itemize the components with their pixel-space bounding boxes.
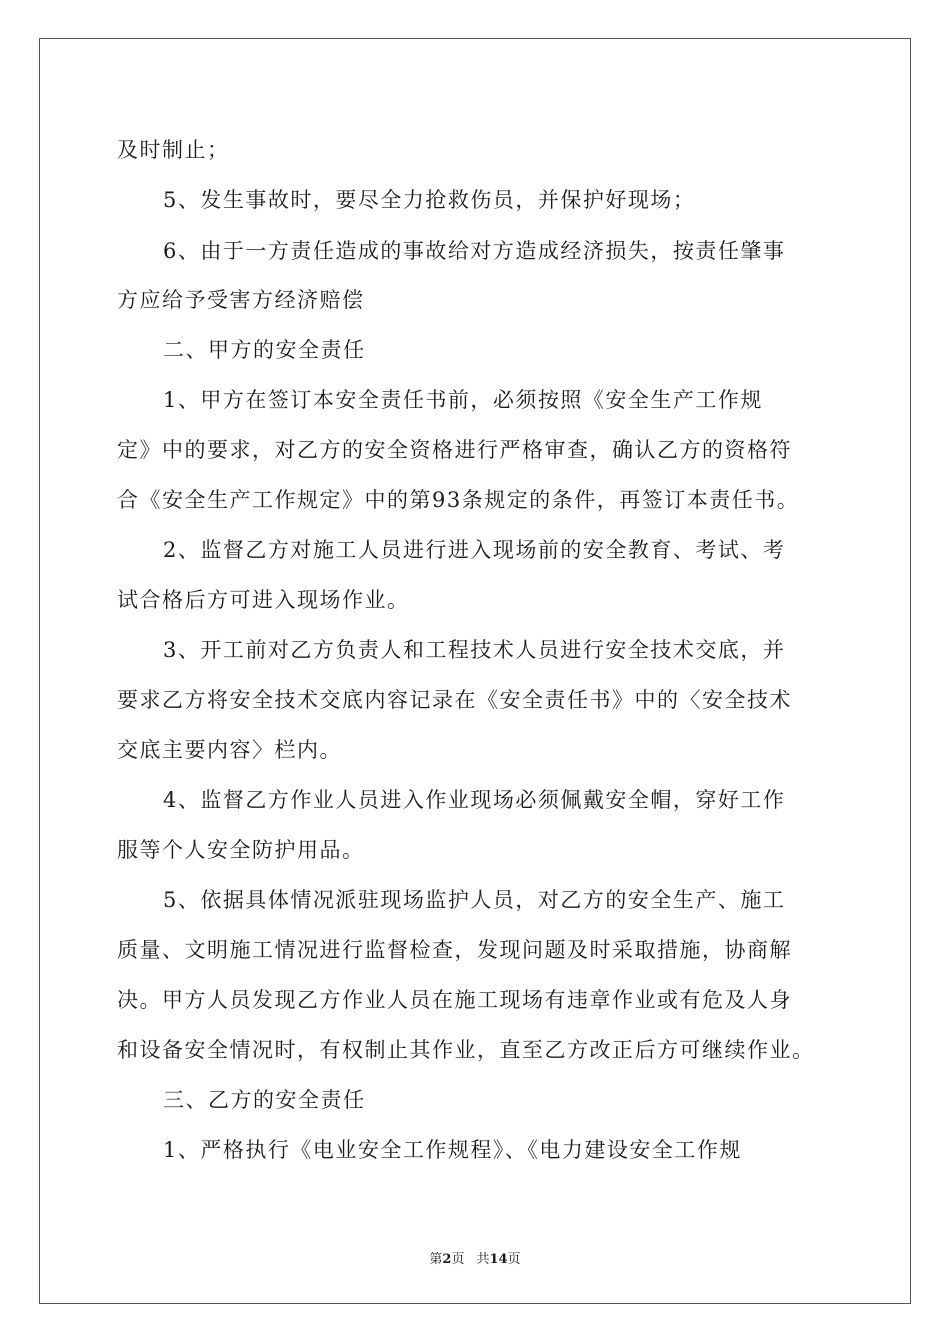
paragraph-line: 方应给予受害方经济赔偿 [117, 288, 365, 312]
paragraph-line: 1、严格执行《电业安全工作规程》、《电力建设安全工作规 [163, 1138, 742, 1162]
paragraph-line: 要求乙方将安全技术交底内容记录在《安全责任书》中的〈安全技术 [117, 688, 792, 712]
paragraph-line: 1、甲方在签订本安全责任书前，必须按照《安全生产工作规 [163, 388, 763, 412]
paragraph-line: 2、监督乙方对施工人员进行进入现场前的安全教育、考试、考 [163, 538, 786, 562]
paragraph-line: 质量、文明施工情况进行监督检查，发现问题及时采取措施，协商解 [117, 938, 792, 962]
section-heading: 二、甲方的安全责任 [163, 338, 366, 362]
paragraph-line: 试合格后方可进入现场作业。 [117, 588, 410, 612]
footer-page-number: 2 [442, 1252, 452, 1267]
paragraph-line: 交底主要内容〉栏内。 [117, 738, 342, 762]
paragraph-line: 服等个人安全防护用品。 [117, 838, 365, 862]
paragraph-line: 定》中的要求，对乙方的安全资格进行严格审查，确认乙方的资格符 [117, 438, 792, 462]
footer-total-suffix: 页 [507, 1252, 521, 1267]
page-footer [0, 1248, 950, 1267]
paragraph-line: 5、发生事故时，要尽全力抢救伤员，并保护好现场； [163, 188, 696, 212]
paragraph-line: 及时制止； [117, 138, 230, 162]
paragraph-line: 合《安全生产工作规定》中的第93条规定的条件，再签订本责任书。 [117, 488, 800, 512]
paragraph-line: 6、由于一方责任造成的事故给对方造成经济损失，按责任肇事 [163, 239, 786, 263]
paragraph-line: 3、开工前对乙方负责人和工程技术人员进行安全技术交底，并 [163, 638, 786, 662]
footer-total-prefix: 共 [476, 1252, 490, 1267]
footer-page-prefix: 第 [429, 1252, 443, 1267]
paragraph-line: 4、监督乙方作业人员进入作业现场必须佩戴安全帽，穿好工作 [163, 788, 786, 812]
footer-page-suffix: 页 [451, 1252, 465, 1267]
paragraph-line: 决。甲方人员发现乙方作业人员在施工现场有违章作业或有危及人身 [117, 988, 792, 1012]
paragraph-line: 5、依据具体情况派驻现场监护人员，对乙方的安全生产、施工 [163, 888, 786, 912]
paragraph-line: 和设备安全情况时，有权制止其作业，直至乙方改正后方可继续作业。 [117, 1038, 815, 1062]
section-heading: 三、乙方的安全责任 [163, 1088, 366, 1112]
footer-total-number: 14 [489, 1252, 508, 1267]
